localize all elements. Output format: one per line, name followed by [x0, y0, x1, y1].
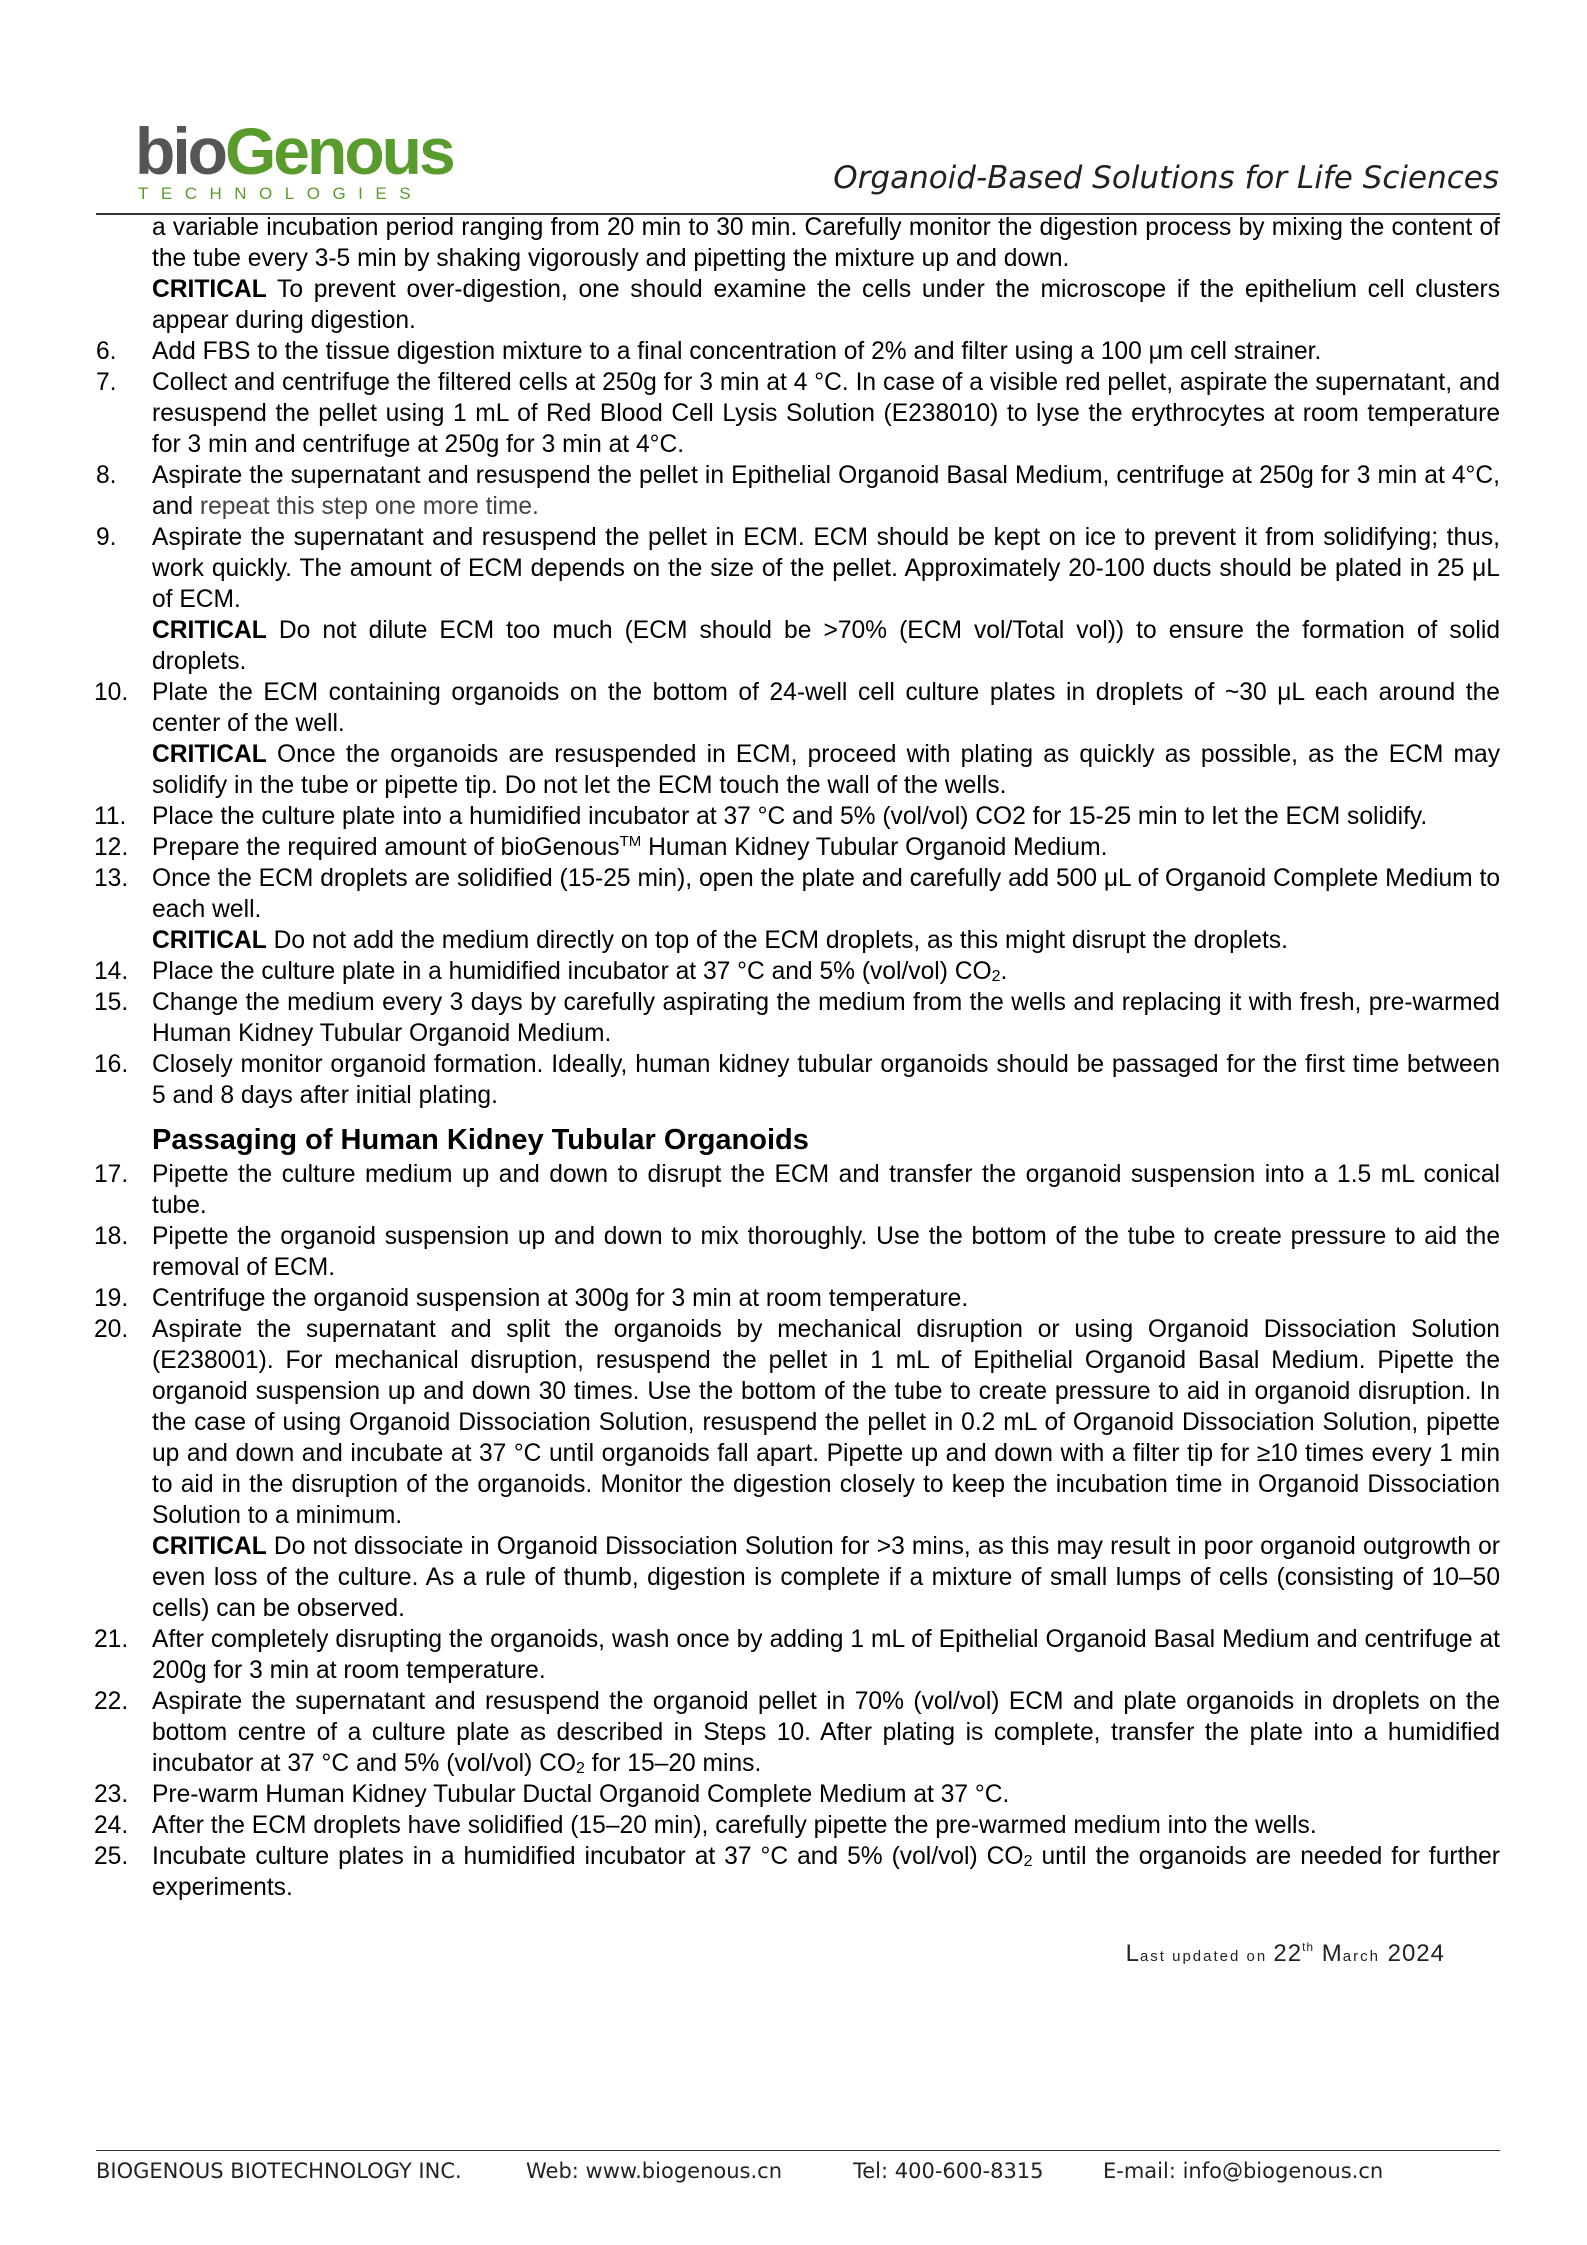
step-text: Place the culture plate in a humidified incubator at 37 °C and 5% (vol/vol) CO — [152, 958, 992, 985]
critical-label: CRITICAL — [152, 927, 267, 954]
last-updated-month-initial: M — [1314, 1940, 1343, 1967]
last-updated-year: 2024 — [1379, 1940, 1445, 1967]
step-text: . — [1000, 958, 1008, 985]
step-text: Change the medium every 3 days by carefully aspirating the medium from the wells and replacing it with fresh, pre-warmed Human Kidney Tubular Organoid Medium. — [152, 989, 1500, 1047]
critical-label: CRITICAL — [152, 276, 267, 303]
logo-subtitle: TECHNOLOGIES — [138, 184, 424, 203]
step-number: 20. — [94, 1316, 129, 1343]
step-20 — [96, 1314, 1500, 1624]
step-18 — [96, 1221, 1500, 1283]
logo-genous: Genous — [224, 114, 453, 188]
step-text: Place the culture plate into a humidified incubator at 37 °C and 5% (vol/vol) CO2 for 15-25 min to let the ECM solidify. — [152, 803, 1428, 830]
critical-text: Do not dissociate in Organoid Dissociation Solution for >3 mins, as this may result in poor organoid outgrowth or even loss of the culture. As a rule of thumb, digestion is complete if a mixture of small lumps of cells (consisting of 10–50 cells) can be observed. — [152, 1533, 1500, 1622]
step-23 — [96, 1779, 1500, 1810]
step-number: 17. — [94, 1161, 129, 1188]
step-11 — [96, 801, 1500, 832]
step-number: 25. — [94, 1843, 129, 1870]
step-text: Pipette the culture medium up and down to disrupt the ECM and transfer the organoid suspension into a 1.5 mL conical tube. — [152, 1161, 1500, 1219]
step-14 — [96, 956, 1500, 987]
step-15 — [96, 987, 1500, 1049]
step-number: 22. — [94, 1688, 129, 1715]
logo-wordmark — [135, 114, 453, 188]
step-number: 12. — [94, 834, 129, 861]
step-text: Add FBS to the tissue digestion mixture to a final concentration of 2% and filter using a 100 μm cell strainer. — [152, 338, 1322, 365]
critical-label: CRITICAL — [152, 617, 267, 644]
step-22 — [96, 1686, 1500, 1779]
step-13 — [96, 863, 1500, 956]
step-text: Incubate culture plates in a humidified incubator at 37 °C and 5% (vol/vol) CO — [152, 1843, 1024, 1870]
step-text: for 15–20 mins. — [584, 1750, 762, 1777]
step-19 — [96, 1283, 1500, 1314]
step-9 — [96, 522, 1500, 677]
step-text: Once the ECM droplets are solidified (15-25 min), open the plate and carefully add 500 μL of Organoid Complete Medium to each well. — [152, 865, 1500, 923]
step-text: Closely monitor organoid formation. Ideally, human kidney tubular organoids should be passaged for the first time between 5 and 8 days after initial plating. — [152, 1051, 1500, 1109]
footer-divider — [96, 2150, 1500, 2151]
document-body — [96, 212, 1500, 1903]
biogenous-logo — [135, 114, 453, 204]
step-5-continuation — [96, 212, 1500, 336]
footer-email: E-mail: info@biogenous.cn — [1103, 2159, 1384, 2183]
step-number: 24. — [94, 1812, 129, 1839]
last-updated-ordinal: th — [1302, 1940, 1315, 1954]
step-text: After completely disrupting the organoids, wash once by adding 1 mL of Epithelial Organoid Basal Medium and centrifuge at 200g for 3 min at room temperature. — [152, 1626, 1500, 1684]
critical-label: CRITICAL — [152, 741, 267, 768]
section-title: Passaging of Human Kidney Tubular Organoids — [152, 1124, 809, 1156]
step-text: Aspirate the supernatant and resuspend the pellet in ECM. ECM should be kept on ice to prevent it from solidifying; thus, work quickly. The amount of ECM depends on the size of the pellet. Approximately 20-100 ducts should be plated in 25 μL of ECM. — [152, 524, 1500, 613]
last-updated-date — [1126, 1940, 1445, 1968]
step-number: 15. — [94, 989, 129, 1016]
subscript: 2 — [1023, 1853, 1033, 1870]
step-text: Aspirate the supernatant and resuspend the organoid pellet in 70% (vol/vol) ECM and plate organoids in droplets on the bottom centre of a culture plate as described in Steps 10. After plating is complete, transfer the plate into a humidified incubator at 37 °C and 5% (vol/vol) CO — [152, 1688, 1500, 1777]
footer-phone: Tel: 400-600-8315 — [853, 2159, 1044, 2183]
step-16 — [96, 1049, 1500, 1111]
step-number: 16. — [94, 1051, 129, 1078]
critical-label: CRITICAL — [152, 1533, 267, 1560]
step-12 — [96, 832, 1500, 863]
step-text: Pipette the organoid suspension up and down to mix thoroughly. Use the bottom of the tube to create pressure to aid the removal of ECM. — [152, 1223, 1500, 1281]
step-number: 11. — [94, 803, 127, 830]
step-text: until the organoids are needed for further experiments. — [152, 1843, 1500, 1901]
step-text: Prepare the required amount of bioGenous — [152, 834, 620, 861]
critical-text: Once the organoids are resuspended in ECM, proceed with plating as quickly as possible, as the ECM may solidify in the tube or pipette tip. Do not let the ECM touch the wall of the wells. — [152, 741, 1500, 799]
footer-web: Web: www.biogenous.cn — [526, 2159, 783, 2183]
step-text: Centrifuge the organoid suspension at 300g for 3 min at room temperature. — [152, 1285, 969, 1312]
step-number: 21. — [94, 1626, 129, 1653]
footer-company: BIOGENOUS BIOTECHNOLOGY INC. — [96, 2159, 462, 2183]
step-number: 19. — [94, 1285, 129, 1312]
step-text: Plate the ECM containing organoids on the bottom of 24-well cell culture plates in droplets of ~30 μL each around the center of the well. — [152, 679, 1500, 737]
step-text: Aspirate the supernatant and split the organoids by mechanical disruption or using Organoid Dissociation Solution (E238001). For mechanical disruption, resuspend the pellet in 1 mL of Epithelial Organoid Basal Medium. Pipette the organoid suspension up and down 30 times. Use the bottom of the tube to create pressure to aid in organoid disruption. In the case of using Organoid Dissociation Solution, resuspend the pellet in 0.2 mL of Organoid Dissociation Solution, pipette up and down and incubate at 37 °C until organoids fall apart. Pipette up and down with a filter tip for ≥10 times every 1 min to aid in the disruption of the organoids. Monitor the digestion closely to keep the incubation time in Organoid Dissociation Solution to a minimum. — [152, 1316, 1500, 1529]
last-updated-month: arch — [1342, 1948, 1380, 1965]
logo-bio: bio — [135, 114, 225, 188]
last-updated-initial: L — [1125, 1940, 1140, 1967]
step-number: 6. — [96, 338, 117, 365]
step-text: Pre-warm Human Kidney Tubular Ductal Organoid Complete Medium at 37 °C. — [152, 1781, 1010, 1808]
step-8 — [96, 460, 1500, 522]
page-header — [0, 0, 1587, 220]
critical-text: Do not dilute ECM too much (ECM should be >70% (ECM vol/Total vol)) to ensure the formation of solid droplets. — [152, 617, 1500, 675]
trademark-superscript: TM — [619, 833, 642, 850]
step-number: 7. — [96, 369, 117, 396]
step-24 — [96, 1810, 1500, 1841]
last-updated-text: ast updated on — [1139, 1948, 1274, 1965]
subscript: 2 — [576, 1760, 585, 1777]
step-6 — [96, 336, 1500, 367]
step-text: After the ECM droplets have solidified (15–20 min), carefully pipette the pre-warmed medium into the wells. — [152, 1812, 1317, 1839]
step-number: 10. — [94, 679, 129, 706]
critical-text: To prevent over-digestion, one should examine the cells under the microscope if the epithelium cell clusters appear during digestion. — [152, 276, 1500, 334]
step-number: 23. — [94, 1781, 129, 1808]
header-tagline: Organoid-Based Solutions for Life Sciences — [833, 160, 1499, 196]
step-text: Aspirate the supernatant and resuspend the pellet in Epithelial Organoid Basal Medium, centrifuge at 250g for 3 min at 4°C, and — [152, 462, 1500, 520]
step-number: 13. — [94, 865, 129, 892]
step-text: Human Kidney Tubular Organoid Medium. — [641, 834, 1108, 861]
step-text: a variable incubation period ranging from 20 min to 30 min. Carefully monitor the digestion process by mixing the content of the tube every 3-5 min by shaking vigorously and pipetting the mixture up and down. — [152, 214, 1500, 272]
step-number: 18. — [94, 1223, 129, 1250]
step-17 — [96, 1159, 1500, 1221]
step-25 — [96, 1841, 1500, 1903]
step-number: 14. — [94, 958, 129, 985]
step-21 — [96, 1624, 1500, 1686]
step-text: Collect and centrifuge the filtered cells at 250g for 3 min at 4 °C. In case of a visible red pellet, aspirate the supernatant, and resuspend the pellet using 1 mL of Red Blood Cell Lysis Solution (E238010) to lyse the erythrocytes at room temperature for 3 min and centrifuge at 250g for 3 min at 4°C. — [152, 369, 1500, 458]
step-10 — [96, 677, 1500, 801]
last-updated-day: 22 — [1273, 1940, 1303, 1967]
step-number: 8. — [96, 462, 117, 489]
critical-text: Do not add the medium directly on top of the ECM droplets, as this might disrupt the droplets. — [266, 927, 1288, 954]
subscript: 2 — [991, 968, 1001, 985]
step-7 — [96, 367, 1500, 460]
step-text-highlight: repeat this step one more time. — [199, 493, 539, 520]
step-number: 9. — [96, 524, 117, 551]
